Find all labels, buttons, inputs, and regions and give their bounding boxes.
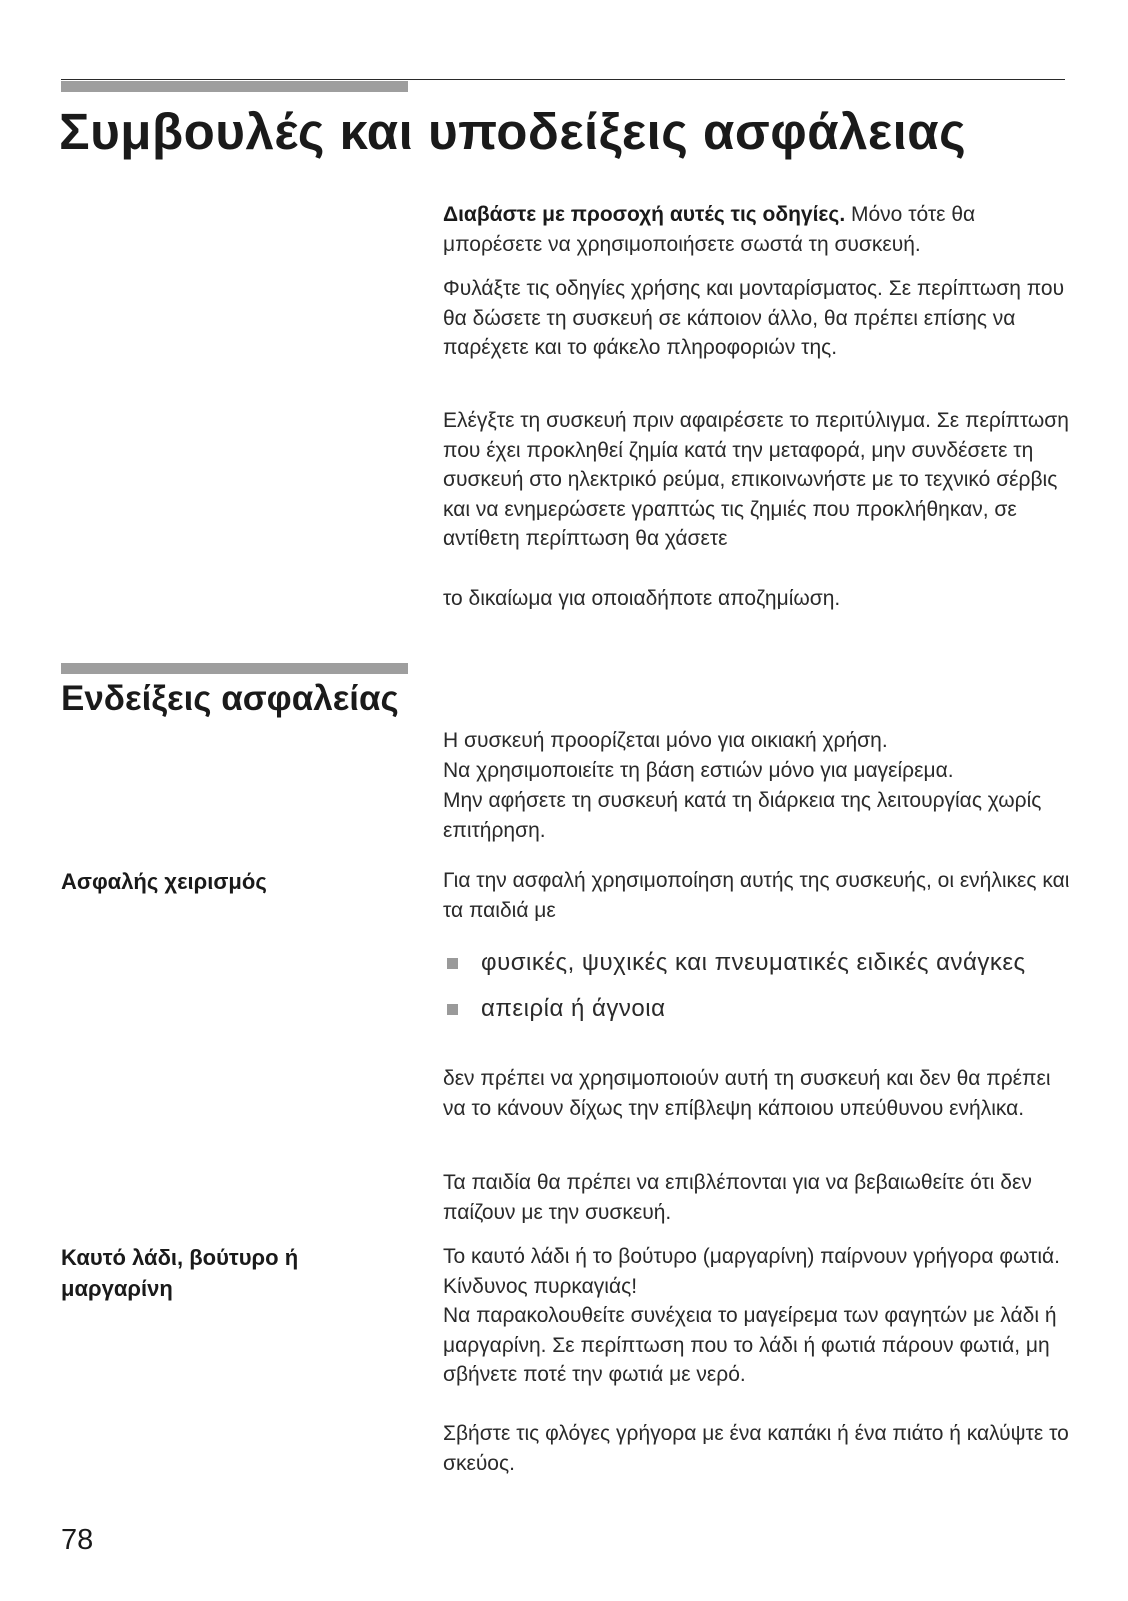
- hot-oil-paragraph-2: Να παρακολουθείτε συνέχεια το μαγείρεμα των φαγητών με λάδι ή μαργαρίνη. Σε περίπτωση που το λάδι ή φωτιά πάρουν φωτιά, μη σβήνετε ποτέ την φωτιά με νερό.: [443, 1304, 1057, 1386]
- safe-handling-paragraph-3: Τα παιδία θα πρέπει να επιβλέπονται για να βεβαιωθείτε ότι δεν παίζουν με την συσκευή.: [443, 1171, 1032, 1224]
- page-number: 78: [61, 1524, 94, 1556]
- square-bullet-icon: [447, 1004, 458, 1015]
- list-item: [443, 947, 1043, 979]
- list-item-text: φυσικές, ψυχικές και πνευματικές ειδικές ανάγκες: [481, 949, 1026, 976]
- title-accent-bar: [61, 81, 408, 92]
- intro-paragraph-2: Φυλάξτε τις οδηγίες χρήσης και μονταρίσματος. Σε περίπτωση που θα δώσετε τη συσκευή σε κάποιον άλλο, θα πρέπει επίσης να παρέχετε και το φάκελο πληροφοριών της.: [443, 277, 1065, 359]
- list-item-text: απειρία ή άγνοια: [481, 995, 666, 1022]
- safe-handling-paragraph-2: δεν πρέπει να χρησιμοποιούν αυτή τη συσκευή και δεν θα πρέπει να το κάνουν δίχως την επίβλεψη κάποιου υπεύθυνου ενήλικα.: [443, 1067, 1051, 1120]
- safe-handling-paragraph-1: Για την ασφαλή χρησιμοποίηση αυτής της συσκευής, οι ενήλικες και τα παιδιά με: [443, 869, 1070, 922]
- intro-paragraph-1: [443, 200, 1073, 259]
- hot-oil-paragraph-1: Το καυτό λάδι ή το βούτυρο (μαργαρίνη) παίρνουν γρήγορα φωτιά. Κίνδυνος πυρκαγιάς!: [443, 1245, 1060, 1298]
- needs-bullet-list: [443, 947, 1043, 1039]
- header-rule-line: [61, 79, 1065, 80]
- intro-paragraph-3-end: το δικαίωμα για οποιαδήποτε αποζημίωση.: [443, 587, 841, 610]
- hot-oil-heading: Καυτό λάδι, βούτυρο ή μαργαρίνη: [61, 1245, 299, 1301]
- safety-section-heading: Ενδείξεις ασφαλείας: [61, 679, 399, 718]
- intro-paragraph-3: Ελέγξτε τη συσκευή πριν αφαιρέσετε το περιτύλιγμα. Σε περίπτωση που έχει προκληθεί ζημία κατά την μεταφορά, μην συνδέσετε τη συσκευή στο ηλεκτρικό ρεύμα, επικοινωνήστε με το τεχνικό σέρβις και να ενημερώσετε γραπτώς τις ζημιές που προκλήθηκαν, σε αντίθετη περίπτωση θα χάσετε: [443, 409, 1069, 550]
- safe-handling-heading: Ασφαλής χειρισμός: [61, 869, 267, 894]
- hot-oil-paragraph-3: Σβήστε τις φλόγες γρήγορα με ένα καπάκι ή ένα πιάτο ή καλύψτε το σκεύος.: [443, 1422, 1069, 1475]
- intro-text: Μόνο τότε θα μπορέσετε να χρησιμοποιήσετε σωστά τη συσκευή.: [443, 203, 976, 256]
- square-bullet-icon: [447, 958, 458, 969]
- safety-line-1: Η συσκευή προορίζεται μόνο για οικιακή χρήση.: [443, 729, 888, 752]
- section-accent-bar: [61, 663, 408, 674]
- page-title: Συμβουλές και υποδείξεις ασφάλειας: [59, 103, 967, 160]
- list-item: [443, 993, 1043, 1025]
- safety-line-2: Να χρησιμοποιείτε τη βάση εστιών μόνο για μαγείρεμα.: [443, 759, 954, 782]
- intro-bold-text: Διαβάστε με προσοχή αυτές τις οδηγίες.: [443, 203, 846, 226]
- safety-line-3: Μην αφήσετε τη συσκευή κατά τη διάρκεια της λειτουργίας χωρίς επιτήρηση.: [443, 789, 1042, 842]
